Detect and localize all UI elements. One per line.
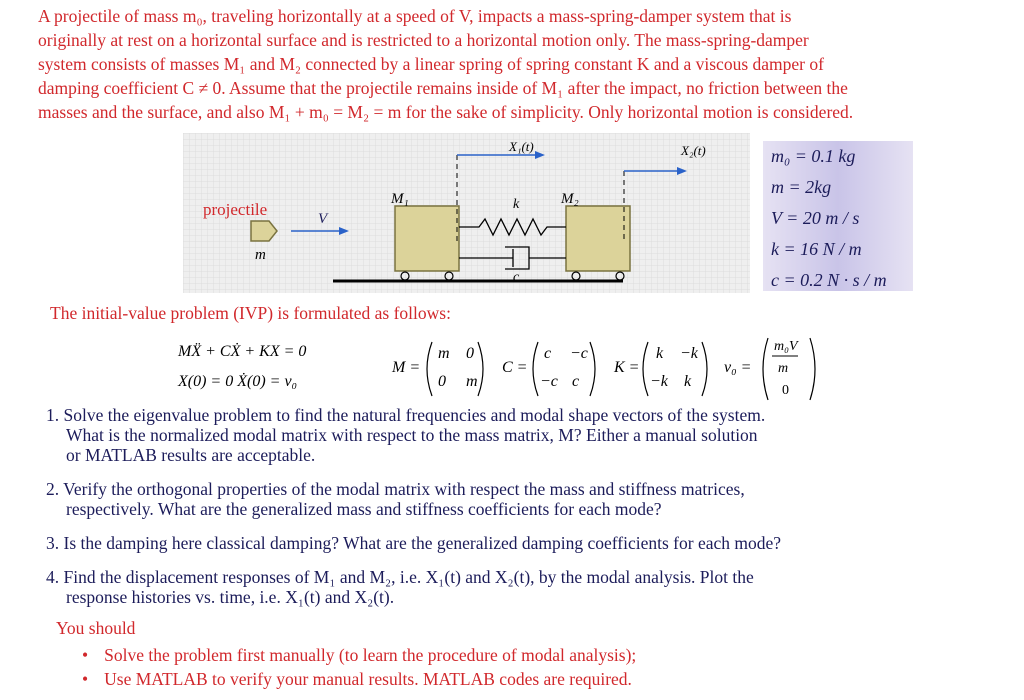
figure-background <box>183 133 750 293</box>
v0-denominator: m <box>778 361 789 376</box>
K-entry: −k <box>680 345 698 362</box>
x1-label: X₁(t) <box>509 139 534 154</box>
spring-label: k <box>513 197 520 212</box>
question-item <box>46 567 996 607</box>
question-text: 1. Solve the eigenvalue problem to find the natural frequencies and modal shape vectors of the system. <box>46 405 766 425</box>
v0-label: v₀ = <box>724 359 752 376</box>
question-text: 4. Find the displacement responses of M₁ and M₂, i.e. X₁(t) and X₂(t), by the modal analysis. Plot the <box>46 567 754 587</box>
param-m: m = 2kg <box>771 177 832 197</box>
question-item <box>46 405 996 465</box>
m1-label: M₁ <box>391 191 409 207</box>
problem-statement <box>38 4 998 124</box>
bullet-text: Solve the problem first manually (to learn the procedure of modal analysis); <box>104 645 637 665</box>
question-text-continued: response histories vs. time, i.e. X₁(t) and X₂(t). <box>66 587 395 607</box>
C-entry: −c <box>570 345 588 362</box>
intro-line: system consists of masses M₁ and M₂ connected by a linear spring of spring constant K and a viscous damper of <box>38 54 824 74</box>
mass-m1-block <box>395 206 459 271</box>
bullet-dot: • <box>82 645 89 665</box>
intro-line: damping coefficient C ≠ 0. Assume that the projectile remains inside of M₁ after the impact, no friction between the <box>38 78 848 98</box>
intro-line: masses and the surface, and also M₁ + m₀ = M₂ = m for the sake of simplicity. Only horizontal motion is considered. <box>38 102 854 122</box>
param-m0: m₀ = 0.1 kg <box>771 146 856 166</box>
intro-line: originally at rest on a horizontal surface and is restricted to a horizontal motion only. The mass-spring-damper <box>38 30 809 50</box>
question-text: 2. Verify the orthogonal properties of the modal matrix with respect the mass and stiffness matrices, <box>46 479 745 499</box>
K-entry: −k <box>650 373 668 390</box>
M-entry: 0 <box>438 373 446 390</box>
M-entry: m <box>438 345 450 362</box>
v0-bottom: 0 <box>782 383 789 398</box>
parameters-box <box>763 141 913 291</box>
M-label: M = <box>392 359 421 376</box>
C-entry: c <box>544 345 552 362</box>
bullet-item <box>82 643 636 667</box>
question-text-continued: respectively. What are the generalized mass and stiffness coefficients for each mode? <box>66 499 662 519</box>
K-label: K = <box>614 359 640 376</box>
question-text: 3. Is the damping here classical damping? What are the generalized damping coefficients for each mode? <box>46 533 782 553</box>
x2-label: X₂(t) <box>681 143 706 158</box>
mass-m2-block <box>566 206 630 271</box>
projectile-mass-label: m <box>255 247 266 263</box>
param-V: V = 20 m / s <box>771 208 860 228</box>
question-item <box>46 533 996 553</box>
M-entry: m <box>466 373 478 390</box>
initial-conditions: X(0) = 0 Ẋ(0) = v₀ <box>178 373 298 390</box>
v0-numerator: m₀V <box>774 339 798 354</box>
velocity-label: V <box>318 211 328 227</box>
C-entry: c <box>572 373 580 390</box>
M-entry: 0 <box>466 345 474 362</box>
C-entry: −c <box>540 373 558 390</box>
question-list <box>46 405 996 621</box>
param-k: k = 16 N / m <box>771 239 862 259</box>
question-text-continued: What is the normalized modal matrix with respect to the mass matrix, M? Either a manual solution <box>66 425 758 445</box>
question-item <box>46 479 996 519</box>
m2-label: M₂ <box>561 191 579 207</box>
bullet-item <box>82 667 636 691</box>
bullet-text: Use MATLAB to verify your manual results. MATLAB codes are required. <box>104 669 632 689</box>
question-text-continued: or MATLAB results are acceptable. <box>66 445 316 465</box>
damper-label: c <box>513 270 520 285</box>
bullet-dot: • <box>82 669 89 689</box>
param-c: c = 0.2 N · s / m <box>771 270 887 290</box>
K-entry: k <box>656 345 664 362</box>
should-heading: You should <box>56 618 136 638</box>
should-list <box>82 643 636 691</box>
ivp-title: The initial-value problem (IVP) is formulated as follows: <box>50 303 451 323</box>
ivp-equations <box>170 334 840 404</box>
K-entry: k <box>684 373 692 390</box>
equation-of-motion: MẌ + CẊ + KX = 0 <box>178 343 307 360</box>
intro-line: A projectile of mass m₀, traveling horizontally at a speed of V, impacts a mass-spring-damper system that is <box>38 6 792 26</box>
C-label: C = <box>502 359 528 376</box>
projectile-label: projectile <box>203 200 268 219</box>
mass-spring-damper-figure <box>183 133 750 293</box>
